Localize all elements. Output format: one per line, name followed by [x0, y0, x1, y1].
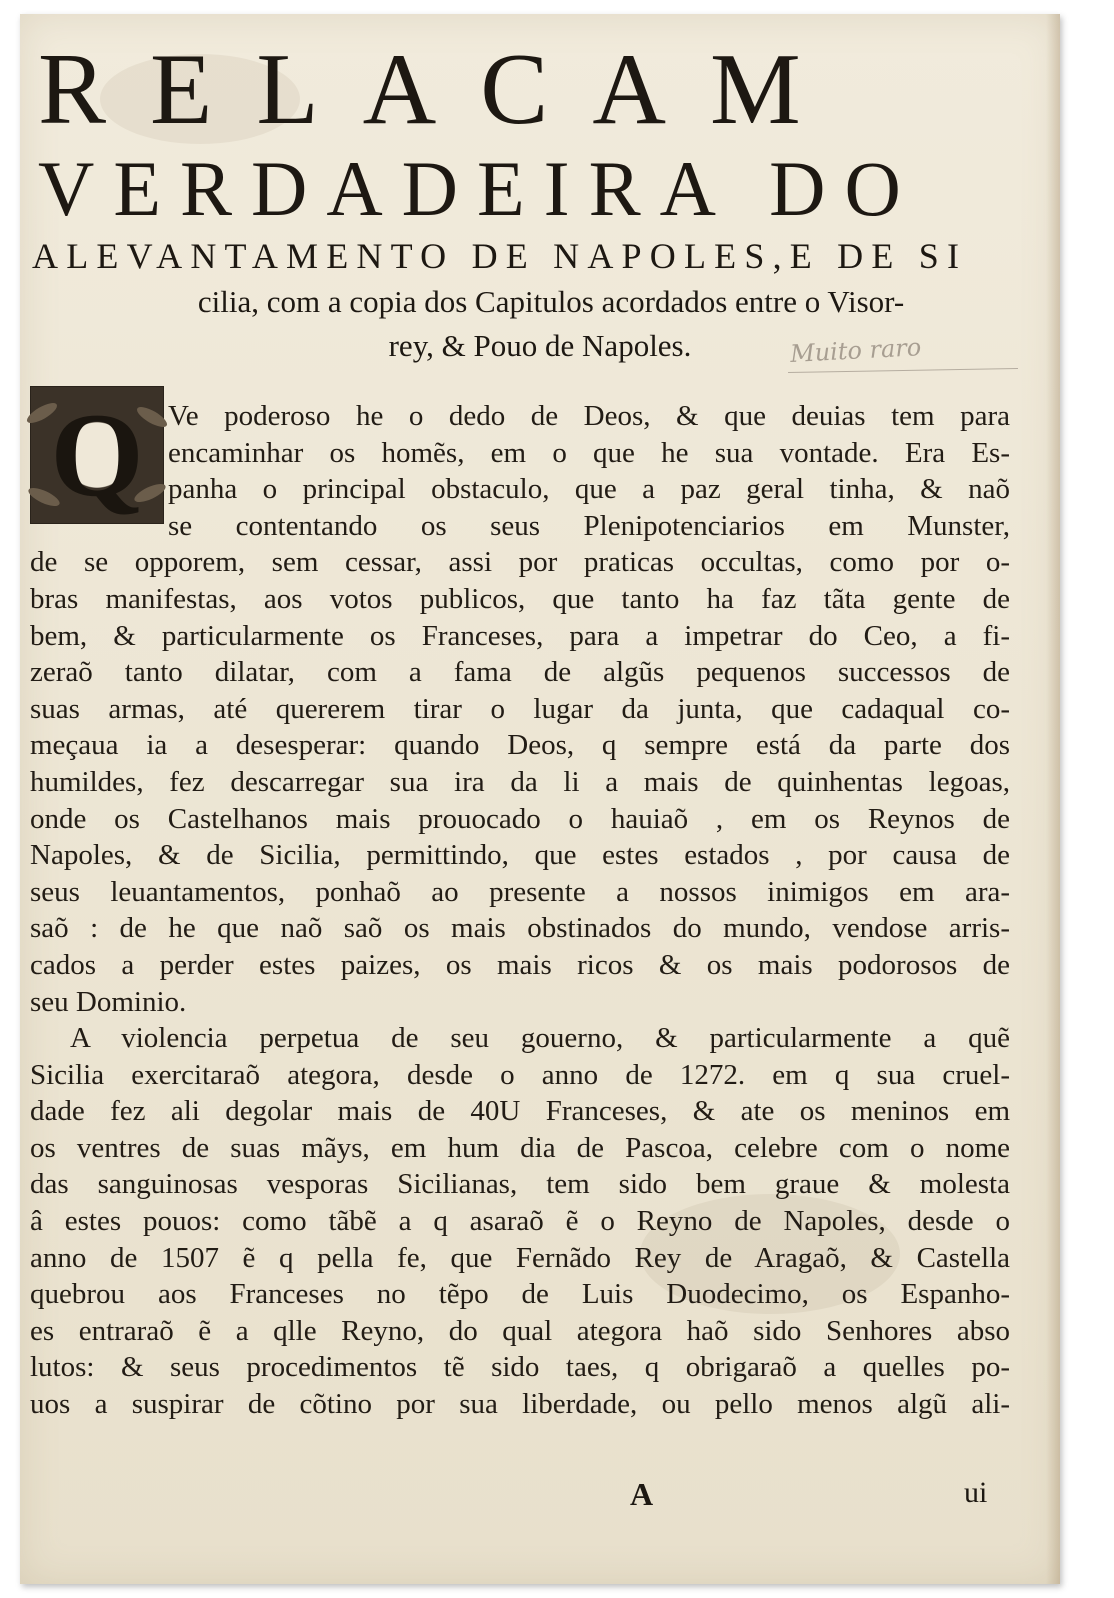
body-line: lutos: & seus procedimentos tẽ sido taes, q obrigaraõ a quelles po- [30, 1351, 1010, 1384]
catchword: ui [964, 1476, 988, 1509]
body-line: seus leuantamentos, ponhaõ ao presente a nossos inimigos em ara- [30, 875, 1010, 908]
body-line: bem, & particularmente os Franceses, para a impetrar do Ceo, a fi- [30, 619, 1010, 652]
body-line: meçaua ia a desesperar: quando Deos, q sempre está da parte dos [30, 729, 1010, 762]
drop-cap-letter: Q [50, 388, 144, 521]
handwritten-underline [788, 368, 1018, 373]
body-line: A violencia perpetua de seu gouerno, & particularmente a quẽ [70, 1022, 1010, 1055]
title-line-1: RELACAM [38, 33, 845, 146]
body-line: uos a suspirar de cõtino por sua liberdade, ou pello menos algũ ali- [30, 1388, 1010, 1421]
body-line: saõ : de he que naõ saõ os mais obstinados do mundo, vendose arris- [30, 912, 1010, 945]
body-line: das sanguinosas vesporas Sicilianas, tem sido bem graue & molesta [30, 1168, 1010, 1201]
body-line: encaminhar os homẽs, em o que he sua vontade. Era Es- [168, 436, 1010, 469]
body-line: se contentando os seus Plenipotenciarios em Munster, [168, 509, 1010, 542]
body-line: anno de 1507 ẽ q pella fe, que Fernãdo Rey de Aragaõ, & Castella [30, 1241, 1010, 1274]
body-line: dade fez ali degolar mais de 40U Franceses, & ate os meninos em [30, 1095, 1010, 1128]
subtitle-line-2: rey, & Pouo de Napoles. [388, 328, 692, 363]
body-line: quebrou aos Franceses no tẽpo de Luis Duodecimo, os Espanho- [30, 1278, 1010, 1311]
body-line: suas armas, até quererem tirar o lugar da junta, que cadaqual co- [30, 692, 1010, 725]
body-line: â estes pouos: como tãbẽ a q asaraõ ẽ o Reyno de Napoles, desde o [30, 1205, 1010, 1238]
body-line: seu Dominio. [30, 985, 187, 1018]
body-line: humildes, fez descarregar sua ira da li a mais de quinhentas legoas, [30, 765, 1010, 798]
body-line: Sicilia exercitaraõ ategora, desde o anno de 1272. em q sua cruel- [30, 1058, 1010, 1091]
body-line: bras manifestas, aos votos publicos, que tanto ha faz tãta gente de [30, 582, 1010, 615]
body-line: es entraraõ ẽ a qlle Reyno, do qual ategora haõ sido Senhores abso [30, 1314, 1010, 1347]
subtitle-line-1: cilia, com a copia dos Capitulos acordados entre o Visor- [197, 284, 905, 319]
body-line: os ventres de suas mãys, em hum dia de Pascoa, celebre com o nome [30, 1131, 1010, 1164]
body-line: de se opporem, sem cessar, assi por praticas occultas, como por o- [30, 546, 1010, 579]
title-line-2: VERDADEIRA DO [38, 145, 920, 232]
body-line: panha o principal obstaculo, que a paz geral tinha, & naõ [168, 473, 1010, 506]
signature-mark: A [630, 1476, 654, 1512]
handwritten-note: Muito raro [789, 333, 922, 368]
body-line: Ve poderoso he o dedo de Deos, & que deuias tem para [168, 400, 1010, 432]
body-line: zeraõ tanto dilatar, com a fama de algũs pequenos successos de [30, 656, 1010, 689]
body-line: Napoles, & de Sicilia, permittindo, que estes estados , por causa de [30, 839, 1010, 872]
body-line: onde os Castelhanos mais prouocado o hauiaõ , em os Reynos de [30, 802, 1010, 835]
title-line-3: ALEVANTAMENTO DE NAPOLES,E DE SI [32, 236, 968, 276]
body-line: cados a perder estes paizes, os mais ricos & os mais podorosos de [30, 948, 1010, 981]
body-text [30, 398, 1010, 1423]
document-page [20, 14, 1060, 1584]
